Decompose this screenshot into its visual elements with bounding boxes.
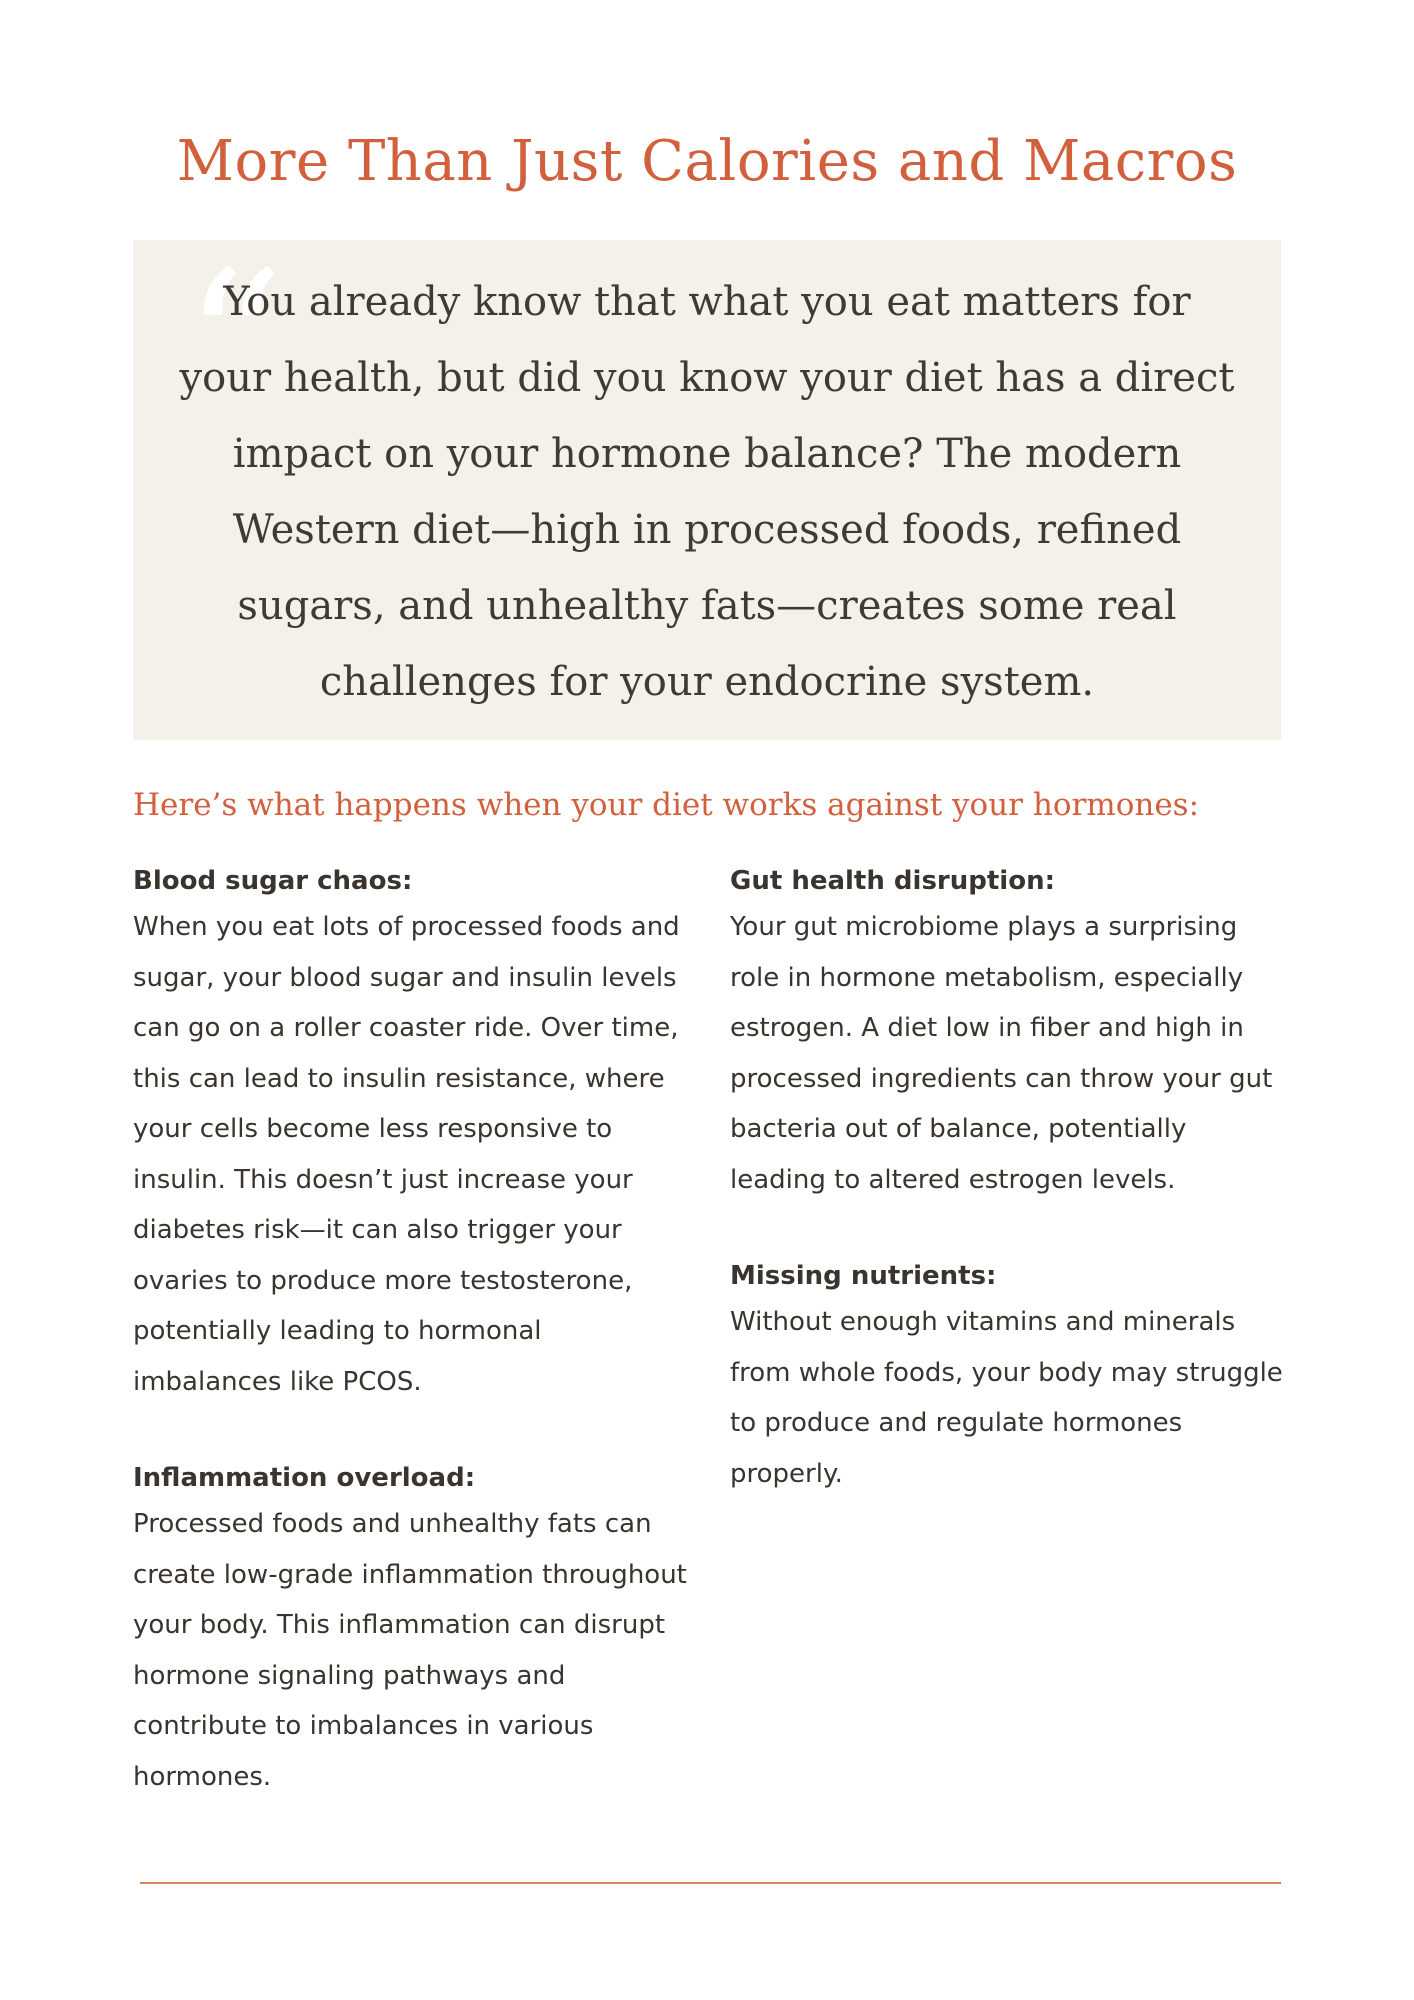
item-heading: Inflammation overload: bbox=[133, 1463, 476, 1493]
list-item-inflammation bbox=[133, 1457, 693, 1802]
list-item-gut-health bbox=[730, 860, 1290, 1205]
item-body: When you eat lots of processed foods and sugar, your blood sugar and insulin levels can go on a roller coaster ride. Over time, this can lead to insulin resistance, where your cells become less responsive to insulin. This doesn’t just increase your diabetes risk—it can also trigger your ovaries to produce more testosterone, potentially leading to hormonal imbalances like PCOS. bbox=[133, 912, 680, 1397]
item-heading: Gut health disruption: bbox=[730, 866, 1055, 896]
list-item-blood-sugar bbox=[133, 860, 693, 1407]
item-heading: Blood sugar chaos: bbox=[133, 866, 413, 896]
quote-mark-icon: “ bbox=[183, 229, 286, 462]
list-item-nutrients bbox=[730, 1255, 1290, 1499]
pull-quote-text: You already know that what you eat matters for your health, but did you know your diet has a direct impact on your hormone balance? The modern Western diet—high in processed foods, refined sugars, and unhealthy fats—creates some real challenges for your endocrine system. bbox=[179, 279, 1235, 705]
section-intro: Here’s what happens when your diet works against your hormones: bbox=[133, 787, 1200, 823]
item-body: Without enough vitamins and minerals from whole foods, your body may struggle to produce and regulate hormones properly. bbox=[730, 1307, 1283, 1489]
item-body: Processed foods and unhealthy fats can create low-grade inflammation throughout your body. This inflammation can disrupt hormone signaling pathways and contribute to imbalances in various hormones. bbox=[133, 1509, 687, 1792]
page-title: More Than Just Calories and Macros bbox=[176, 129, 1238, 194]
left-column bbox=[133, 860, 693, 1852]
item-body: Your gut microbiome plays a surprising role in hormone metabolism, especially estrogen. A diet low in fiber and high in processed ingredients can throw your gut bacteria out of balance, potentially leading to altered estrogen levels. bbox=[730, 912, 1273, 1195]
item-heading: Missing nutrients: bbox=[730, 1261, 997, 1291]
pull-quote bbox=[133, 229, 1281, 740]
right-column bbox=[730, 860, 1290, 1549]
bottom-divider bbox=[140, 1882, 1281, 1884]
